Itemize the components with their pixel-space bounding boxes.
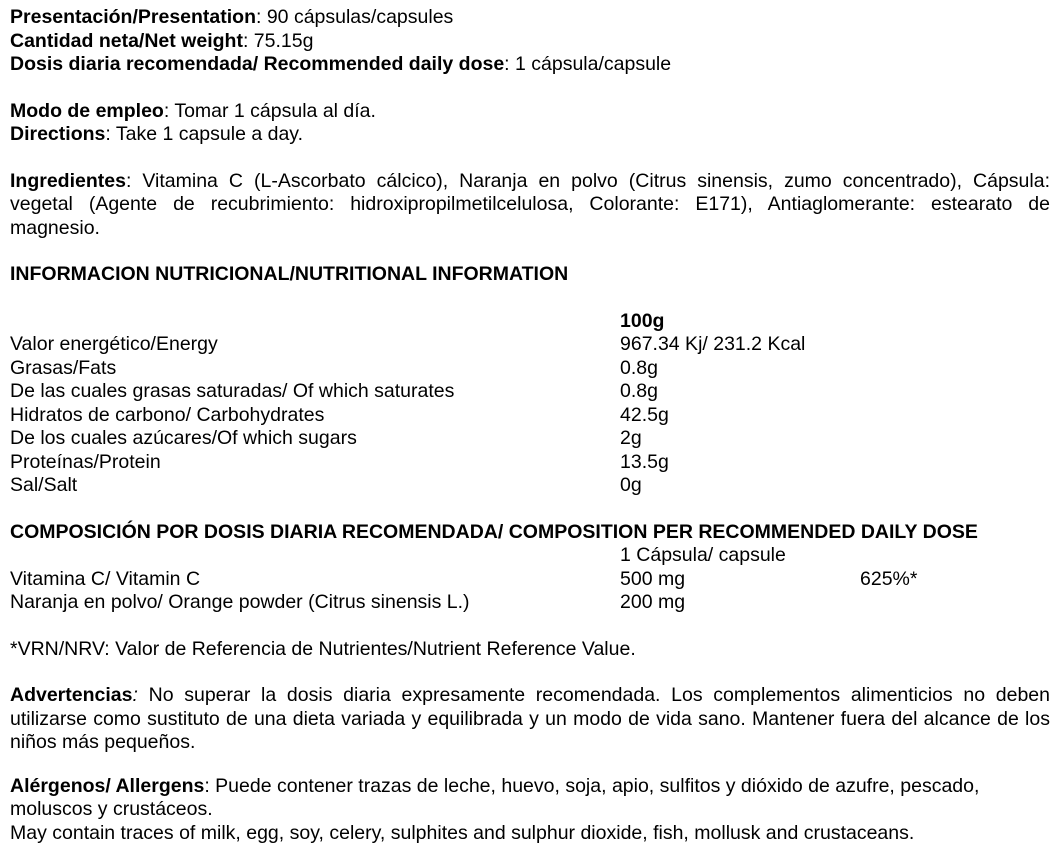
- nutrition-column-header: 100g: [620, 309, 665, 332]
- nutrient-name: Hidratos de carbono/ Carbohydrates: [10, 403, 325, 426]
- nutrient-value: 967.34 Kj/ 231.2 Kcal: [620, 333, 806, 355]
- nrv-note: *VRN/NRV: Valor de Referencia de Nutrientes/Nutrient Reference Value.: [10, 637, 636, 660]
- table-row: [10, 591, 917, 615]
- presentation-line: [10, 6, 1050, 30]
- table-row: [10, 404, 860, 428]
- component-value: 500 mg: [620, 567, 686, 590]
- ingredients-value: : Vitamina C (L-Ascorbato cálcico), Naranja en polvo (Citrus sinensis, zumo concentrado), Cápsula: vegetal (Agente de recubrimiento: hidroxipropilmetilcelulosa, Colorante: E171), Antiaglomerante: estearato de magnesio.: [10, 169, 1050, 239]
- nutrient-value: 0g: [620, 474, 642, 496]
- table-row: [10, 474, 860, 498]
- table-row: [10, 427, 860, 451]
- component-name: Naranja en polvo/ Orange powder (Citrus sinensis L.): [10, 591, 470, 613]
- nutrient-value: 2g: [620, 427, 642, 449]
- nutrition-table: [10, 310, 860, 498]
- usage-en-value: : Take 1 capsule a day.: [105, 123, 304, 145]
- warnings-paragraph: [10, 684, 1050, 755]
- warnings-label: Advertencias: [10, 684, 133, 706]
- table-row: [10, 357, 860, 381]
- presentation-value: : 90 cápsulas/capsules: [256, 6, 454, 28]
- allergens-english: May contain traces of milk, egg, soy, celery, sulphites and sulphur dioxide, fish, mollusk and crustaceans.: [10, 821, 915, 844]
- allergens-paragraph: [10, 775, 1050, 822]
- allergens-value: : Puede contener trazas de leche, huevo, soja, apio, sulfitos y dióxido de azufre, pescado, moluscos y crustáceos.: [10, 774, 980, 820]
- component-name: Vitamina C/ Vitamin C: [10, 567, 201, 590]
- nutrient-name: De las cuales grasas saturadas/ Of which saturates: [10, 380, 455, 402]
- daily-dose-label: Dosis diaria recomendada/ Recommended daily dose: [10, 53, 505, 75]
- table-row: [10, 451, 860, 475]
- component-nrv: 625%*: [860, 567, 918, 590]
- usage-es-line: [10, 100, 1050, 124]
- usage-en-label: Directions: [10, 123, 106, 145]
- nutrient-value: 13.5g: [620, 450, 669, 473]
- table-row: [10, 333, 860, 357]
- nutrient-value: 42.5g: [620, 403, 669, 426]
- daily-dose-line: [10, 53, 1050, 77]
- composition-column-header: 1 Cápsula/ capsule: [620, 544, 786, 566]
- usage-es-label: Modo de empleo: [10, 99, 164, 122]
- nutrient-name: Sal/Salt: [10, 474, 78, 496]
- nutrient-name: Proteínas/Protein: [10, 450, 161, 473]
- usage-es-value: : Tomar 1 cápsula al día.: [163, 99, 376, 122]
- nutrient-value: 0.8g: [620, 356, 658, 379]
- table-row: [10, 380, 860, 404]
- warnings-colon: :: [132, 684, 138, 706]
- nutrient-name: De los cuales azúcares/Of which sugars: [10, 427, 357, 449]
- table-row: [10, 568, 917, 592]
- ingredients-label: Ingredientes: [10, 169, 126, 192]
- net-weight-line: [10, 30, 1050, 54]
- ingredients-paragraph: [10, 170, 1050, 241]
- usage-en-line: [10, 123, 1050, 147]
- daily-dose-value: : 1 cápsula/capsule: [504, 53, 672, 75]
- warnings-value: No superar la dosis diaria expresamente recomendada. Los complementos alimenticios no deben utilizarse como sustituto de una dieta variada y equilibrada y un modo de vida sano. Mantener fuera del alcance de los niños más pequeños.: [10, 684, 1050, 753]
- nutrient-value: 0.8g: [620, 380, 658, 402]
- composition-table: [10, 544, 917, 615]
- component-value: 200 mg: [620, 591, 686, 613]
- composition-heading: COMPOSICIÓN POR DOSIS DIARIA RECOMENDADA/ COMPOSITION PER RECOMMENDED DAILY DOSE: [10, 520, 978, 543]
- nutrition-header-row: [10, 310, 860, 334]
- presentation-label: Presentación/Presentation: [10, 6, 256, 28]
- composition-header-row: [10, 544, 917, 568]
- net-weight-label: Cantidad neta/Net weight: [10, 29, 243, 52]
- nutrient-name: Grasas/Fats: [10, 356, 117, 379]
- allergens-label: Alérgenos/ Allergens: [10, 774, 205, 797]
- nutrient-name: Valor energético/Energy: [10, 333, 218, 355]
- nutrition-heading: INFORMACION NUTRICIONAL/NUTRITIONAL INFORMATION: [10, 263, 569, 285]
- net-weight-value: : 75.15g: [242, 29, 314, 52]
- component-nrv: [860, 591, 917, 615]
